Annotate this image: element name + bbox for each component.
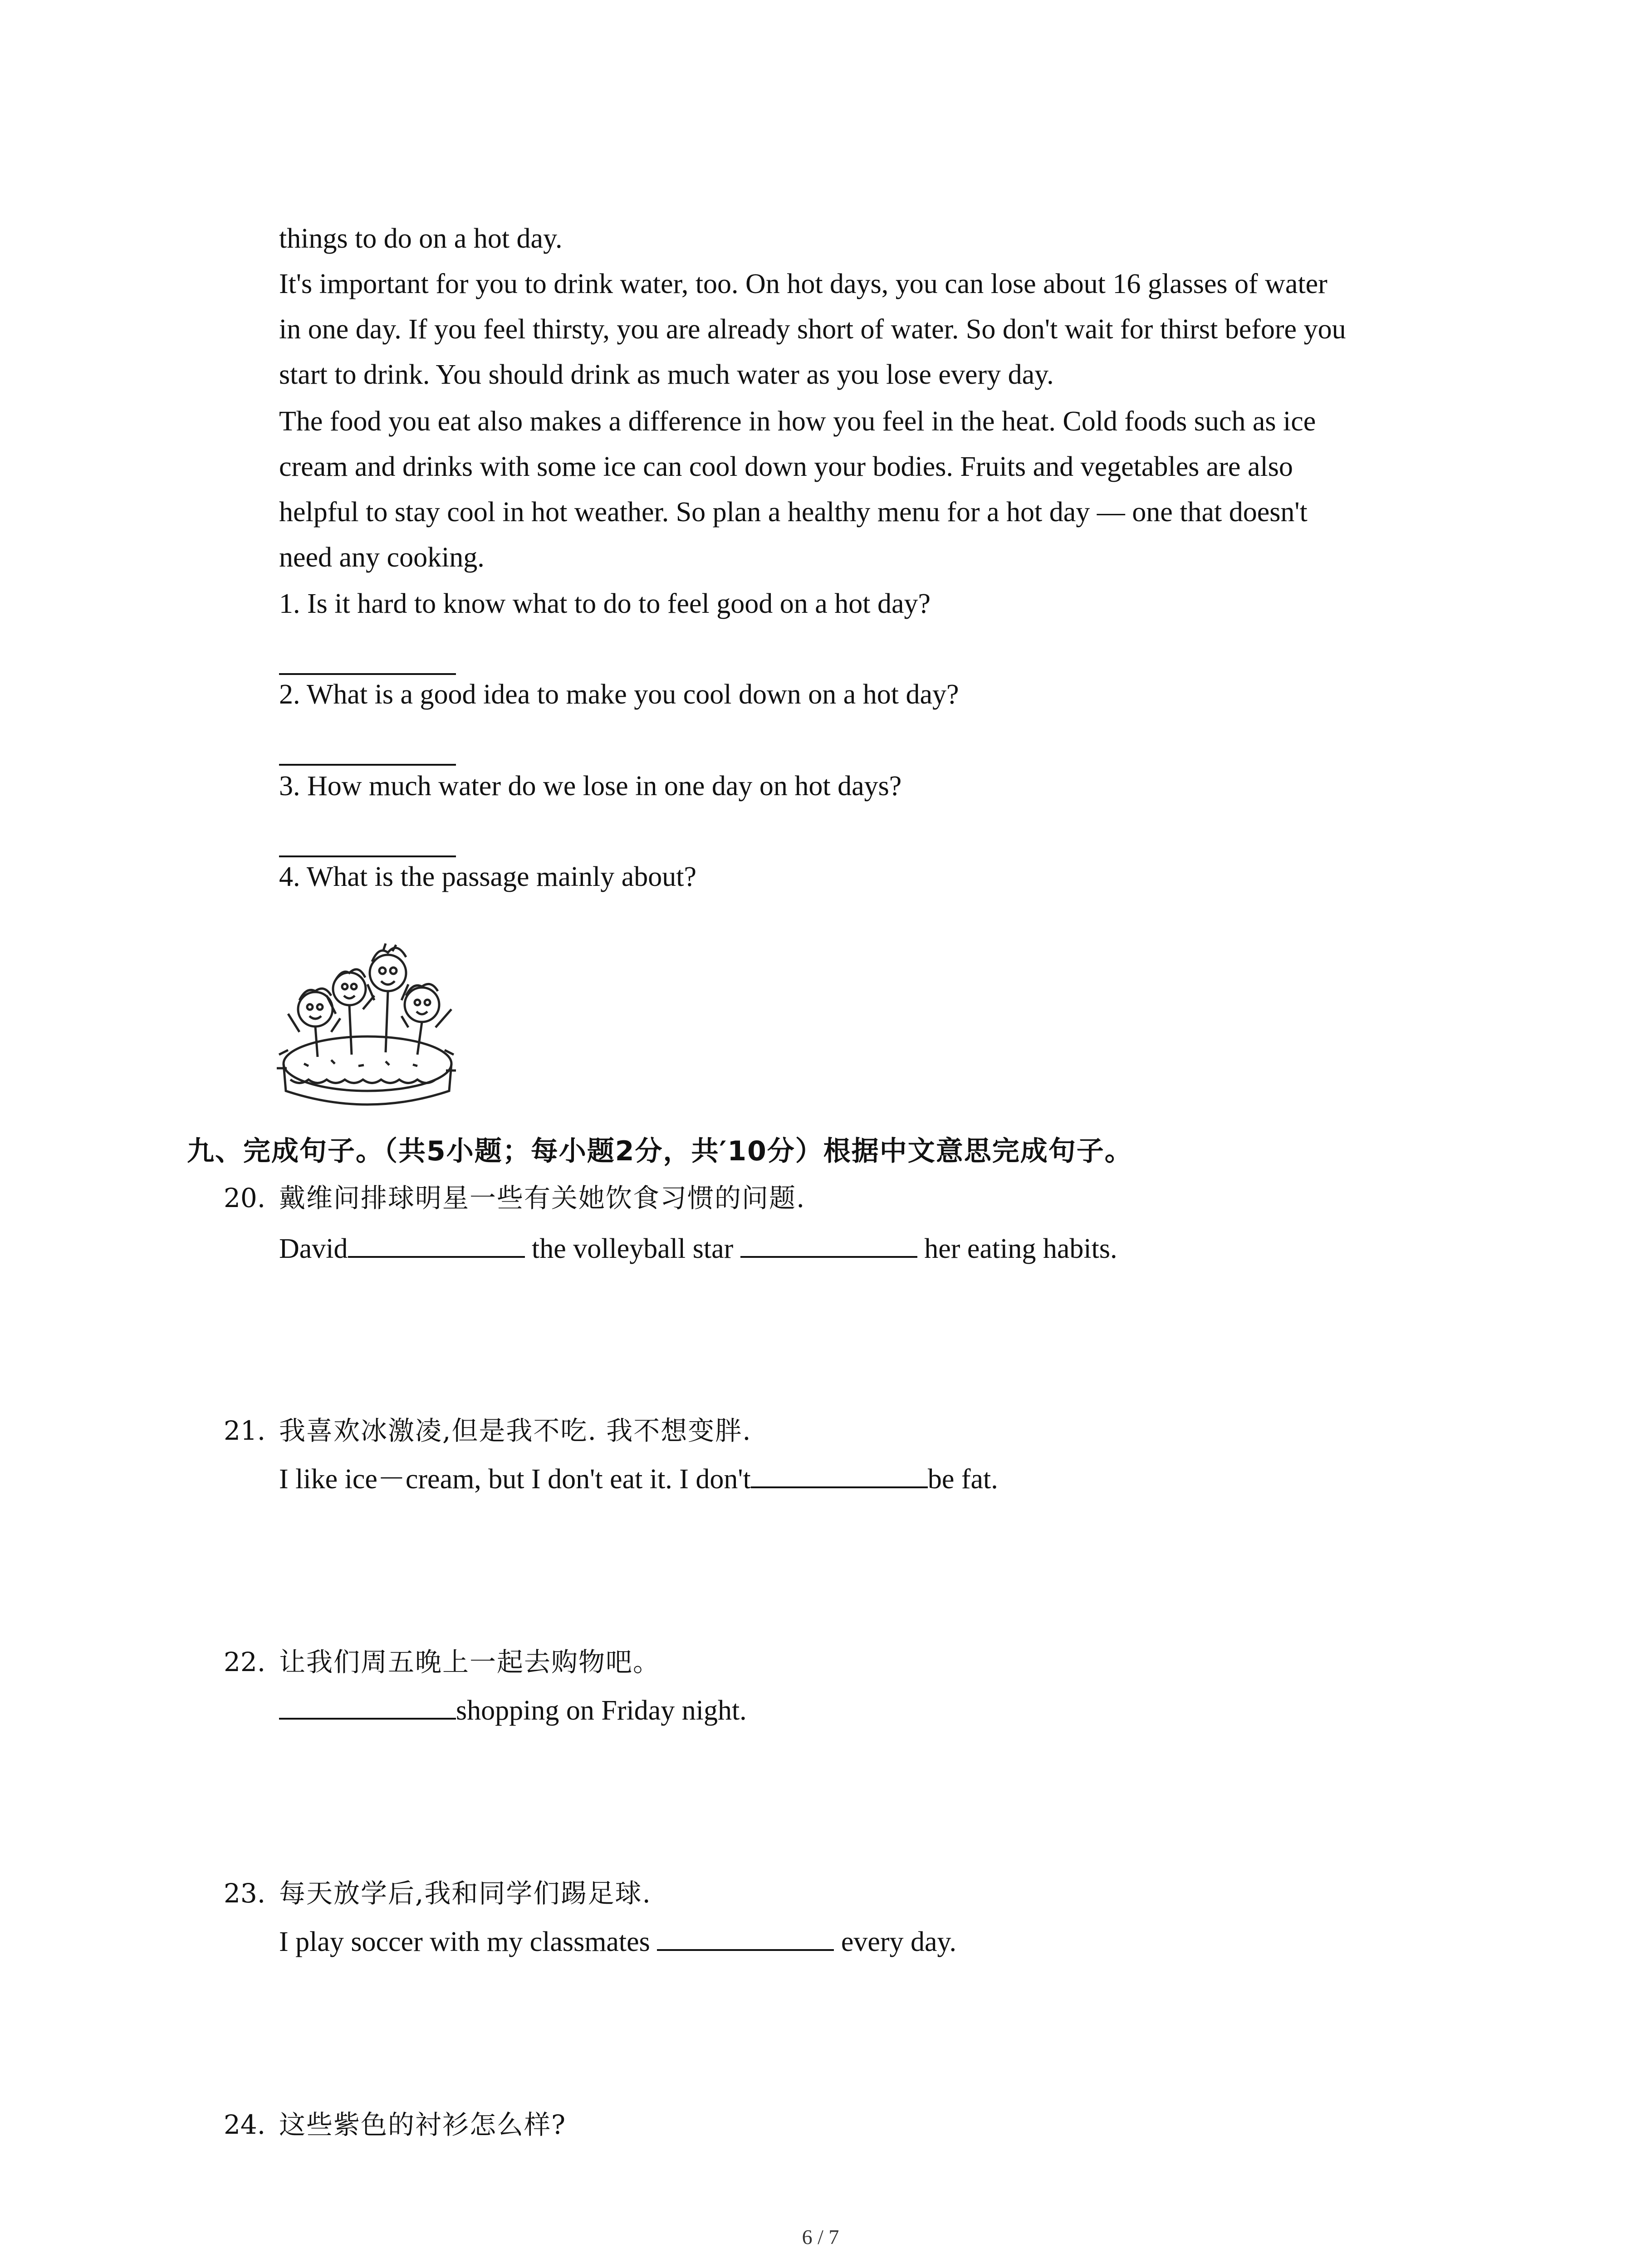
item-20-text-b: the volleyball star xyxy=(524,1233,740,1264)
item-20-text-a: David xyxy=(279,1233,348,1264)
question-1: 1. Is it hard to know what to do to feel good on a hot day? xyxy=(279,588,931,619)
children-cake-illustration xyxy=(272,941,463,1109)
item-20-text-c: her eating habits. xyxy=(917,1233,1117,1264)
item-22-number: 22. xyxy=(224,1647,266,1677)
item-23-sentence xyxy=(279,1926,956,1958)
answer-blank-1[interactable] xyxy=(279,671,456,675)
passage-line: The food you eat also makes a difference in how you feel in the heat. Cold foods such as ice xyxy=(279,406,1316,437)
item-24-chinese: 这些紫色的衬衫怎么样? xyxy=(279,2109,567,2140)
item-21-chinese: 我喜欢冰激凌,但是我不吃. 我不想变胖. xyxy=(279,1415,752,1446)
item-22-blank[interactable] xyxy=(279,1694,456,1720)
item-20-sentence xyxy=(279,1232,1117,1265)
passage-line: It's important for you to drink water, too. On hot days, you can lose about 16 glasses of water xyxy=(279,269,1327,299)
answer-blank-2[interactable] xyxy=(279,762,456,766)
item-20-number: 20. xyxy=(224,1183,266,1213)
question-2: 2. What is a good idea to make you cool down on a hot day? xyxy=(279,679,959,710)
passage-line: start to drink. You should drink as much water as you lose every day. xyxy=(279,359,1054,390)
page-number: 6 / 7 xyxy=(802,2225,839,2248)
item-22-text-a: shopping on Friday night. xyxy=(456,1695,747,1726)
item-20-chinese: 戴维问排球明星一些有关她饮食习惯的问题. xyxy=(279,1183,806,1213)
item-20-blank-1[interactable] xyxy=(348,1232,525,1258)
item-21-text-b: be fat. xyxy=(927,1464,998,1495)
item-24-number: 24. xyxy=(224,2109,266,2140)
answer-blank-3[interactable] xyxy=(279,854,456,857)
item-22-chinese: 让我们周五晚上一起去购物吧。 xyxy=(279,1647,661,1677)
item-23-chinese: 每天放学后,我和同学们踢足球. xyxy=(279,1878,652,1909)
passage-line: need any cooking. xyxy=(279,542,485,573)
item-21-sentence xyxy=(279,1463,998,1496)
item-23-text-a: I play soccer with my classmates xyxy=(279,1926,657,1957)
item-23-blank[interactable] xyxy=(657,1926,834,1951)
item-23-text-b: every day. xyxy=(834,1926,956,1957)
item-21-text-a: I like ice－cream, but I don't eat it. I don't xyxy=(279,1464,751,1495)
item-20-blank-2[interactable] xyxy=(740,1232,917,1258)
section-heading: 九、完成句子。（共5小题；每小题2分，共′10分）根据中文意思完成句子。 xyxy=(187,1135,1133,1167)
item-22-sentence xyxy=(279,1694,747,1727)
item-23-number: 23. xyxy=(224,1878,266,1909)
item-21-blank[interactable] xyxy=(751,1463,928,1488)
question-4: 4. What is the passage mainly about? xyxy=(279,861,697,892)
passage-line: cream and drinks with some ice can cool down your bodies. Fruits and vegetables are also xyxy=(279,451,1293,482)
passage-line: in one day. If you feel thirsty, you are already short of water. So don't wait for thirst before you xyxy=(279,314,1346,345)
item-21-number: 21. xyxy=(224,1415,266,1446)
passage-line: things to do on a hot day. xyxy=(279,223,563,254)
question-3: 3. How much water do we lose in one day on hot days? xyxy=(279,771,902,802)
passage-line: helpful to stay cool in hot weather. So plan a healthy menu for a hot day — one that doesn't xyxy=(279,497,1308,528)
